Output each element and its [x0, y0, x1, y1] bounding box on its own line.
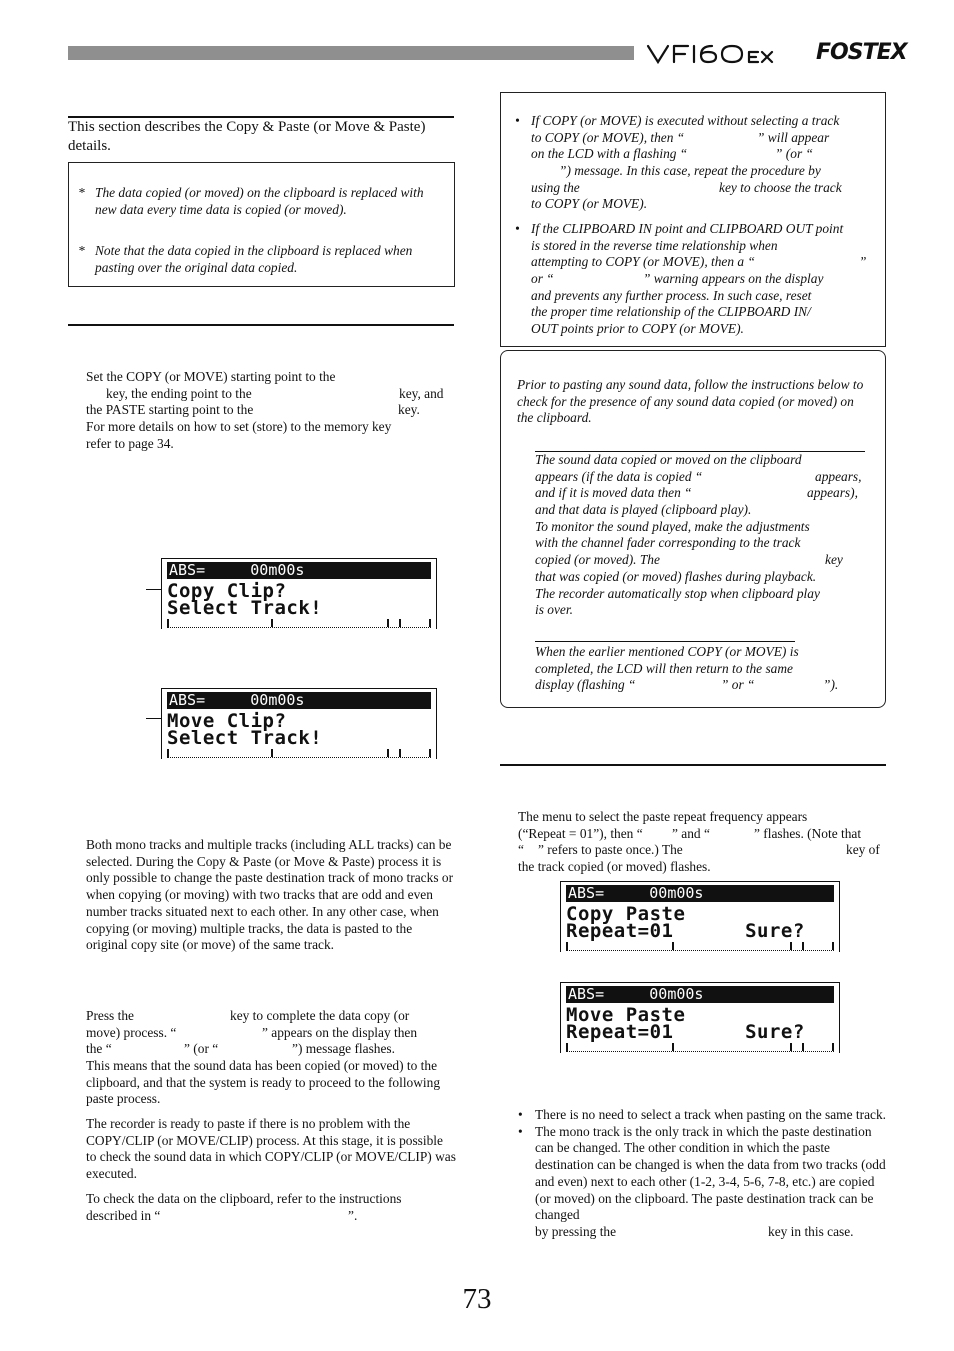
warn1-l3b: ” (or “	[775, 146, 813, 162]
clipboard-intro: Prior to pasting any sound data, follow the instructions below to check for the presence of any sound data copied (or moved) on the clipboard.	[517, 377, 864, 426]
bullet: •	[515, 113, 520, 128]
done-l3c: ”).	[823, 677, 839, 693]
model-logo	[646, 38, 806, 68]
warn1-l5b: key to choose the track	[719, 179, 842, 195]
lcd-copy-paste	[560, 881, 840, 952]
lcd-move-clip	[161, 688, 437, 759]
warn1-l4: ”) message. In this case, repeat the procedure by	[559, 163, 821, 179]
warning-box	[500, 92, 886, 347]
exec-l3c: ”) message flashes.	[292, 1041, 395, 1057]
lcd3-meter	[566, 942, 834, 951]
lcd4-abs-bar: ABS= 00m00s	[566, 986, 834, 1003]
exec-rest: This means that the sound data has been copied (or moved) to the clipboard, and that the system is ready to proceed to the following paste process.	[86, 1058, 441, 1107]
step1-line-4: For more details on how to set (store) to the memory key	[86, 419, 392, 435]
clip-l9: The recorder automatically stop when clipboard play	[535, 585, 820, 601]
model-logo-graphic	[646, 38, 806, 68]
warn2-l4a: or “	[531, 271, 554, 287]
clipboard-rule-2	[535, 641, 795, 642]
lcd1-line2: Select Track!	[167, 597, 323, 619]
section-rule-paste	[500, 764, 886, 766]
note-item-1	[78, 185, 440, 218]
step1-text	[86, 369, 456, 452]
lcd3-line2: Repeat=01 Sure?	[566, 920, 805, 942]
step1-line-2a: key, the ending point to the	[106, 385, 252, 401]
lcd3-line1: Copy Paste	[566, 903, 686, 925]
check-l2a: described in “	[86, 1207, 161, 1223]
clip-l2a: appears (if the data is copied “	[535, 468, 703, 484]
lcd2-line1: Move Clip?	[167, 710, 287, 732]
warn1-l6: to COPY (or MOVE).	[531, 196, 648, 212]
check-l2b: ”.	[348, 1207, 358, 1223]
clipboard-done-text	[535, 644, 875, 694]
done-l2: completed, the LCD will then return to the same	[535, 660, 793, 676]
note-text-2: Note that the data copied in the clipboard is replaced when pasting over the original data copied.	[95, 243, 413, 275]
exec-l3a: the “	[86, 1041, 112, 1057]
repeat-l2a: (“Repeat = 01”), then “	[518, 825, 643, 841]
lcd1-line1: Copy Clip?	[167, 580, 287, 602]
warn1-l2a: to COPY (or MOVE), then “	[531, 129, 685, 145]
repeat-l1: The menu to select the paste repeat frequency appears	[518, 809, 808, 824]
clip-l3b: appears),	[807, 485, 858, 501]
note-star: *	[78, 243, 85, 258]
clip-l2b: appears,	[815, 468, 862, 484]
warn2-l2: is stored in the reverse time relationship when	[531, 237, 778, 253]
repeat-text	[518, 809, 888, 876]
clip-l1: The sound data copied or moved on the clipboard	[535, 452, 802, 467]
note-box	[68, 162, 455, 287]
clip-l7b: key	[825, 552, 843, 568]
step1-line-3b: key.	[398, 402, 420, 418]
bullet: •	[518, 1123, 523, 1139]
warn1-l1: If COPY (or MOVE) is executed without selecting a track	[531, 113, 840, 128]
exec-l3b: ” (or “	[184, 1041, 219, 1057]
intro-text: This section describes the Copy & Paste (or Move & Paste) details.	[68, 119, 426, 154]
note-star: *	[78, 185, 85, 200]
repeat-l3b: ” refers to paste once.) The	[538, 842, 683, 858]
warn2-l7: OUT points prior to COPY (or MOVE).	[531, 321, 744, 337]
exec-l1a: Press the	[86, 1008, 134, 1023]
paste-note-2-last-a: by pressing the	[535, 1223, 617, 1239]
paste-note-2-text: The mono track is the only track in which the paste destination can be changed. The other condition in which the paste destination can be changed is when the data from two tracks (odd and even) next to each other (1-2, 3-4, 5-6, 7-8, etc.) are copied (or moved) on the clipboard. The paste destination track can be changed	[535, 1123, 886, 1223]
repeat-l3a: “	[518, 842, 524, 858]
done-l3a: display (flashing “	[535, 677, 636, 693]
clip-l4: and that data is played (clipboard play).	[535, 502, 752, 518]
paste-notes	[518, 1107, 887, 1241]
check-l1: To check the data on the clipboard, refer to the instructions	[86, 1191, 402, 1206]
clip-l10: is over.	[535, 602, 573, 618]
header-bar	[68, 46, 634, 60]
warn2-l4b: ” warning appears on the display	[643, 271, 824, 287]
clip-l3a: and if it is moved data then “	[535, 485, 692, 501]
lcd-move-paste	[560, 982, 840, 1053]
brand-logo: FOSTEX	[816, 40, 907, 65]
warn2-l3a: attempting to COPY (or MOVE), then a “	[531, 254, 755, 270]
lcd1-meter	[167, 619, 431, 628]
lcd3-abs-bar: ABS= 00m00s	[566, 885, 834, 902]
paste-note-2-last-b: key in this case.	[768, 1223, 854, 1239]
warn2-l3b: ”	[859, 254, 867, 270]
step1-line-3a: the PASTE starting point to the	[86, 402, 254, 418]
clip-l7a: copied (or moved). The	[535, 552, 660, 568]
step-select-text: Both mono tracks and multiple tracks (including ALL tracks) can be selected. During the Copy & Paste (or Move & Paste) process it is only possible to change the paste destination track of mono tracks or when copying (or moving) with two tracks that are odd and even number tracks situated next to each other. In any other case, when copying (or moving) multiple tracks, the data is pasted to the original copy site (or move) of the same track.	[86, 837, 454, 953]
exec-l1b: key to complete the data copy (or	[230, 1008, 410, 1023]
step1-line-5: refer to page 34.	[86, 435, 174, 451]
done-l1: When the earlier mentioned COPY (or MOVE) is	[535, 644, 799, 659]
lcd1-abs-bar: ABS= 00m00s	[167, 562, 431, 579]
page-number: 73	[462, 1283, 492, 1315]
paste-note-1-text: There is no need to select a track when pasting on the same track.	[535, 1107, 887, 1122]
note-text-1: The data copied (or moved) on the clipboard is replaced with new data every time data is copied (or moved).	[95, 185, 424, 217]
bullet: •	[515, 221, 520, 236]
step1-line-1: Set the COPY (or MOVE) starting point to the	[86, 369, 336, 384]
check-text	[86, 1191, 456, 1224]
clip-l8: that was copied (or moved) flashes during playback.	[535, 568, 817, 584]
ready-text: The recorder is ready to paste if there is no problem with the COPY/CLIP (or MOVE/CLIP) process. At this stage, it is possible to check the sound data in which COPY/CLIP (or MOVE/CLIP) was executed.	[86, 1116, 456, 1182]
exec-l2b: ” appears on the display then	[262, 1024, 418, 1040]
repeat-l2c: ” flashes. (Note that	[754, 825, 862, 841]
lcd4-line1: Move Paste	[566, 1004, 686, 1026]
warning-item-1	[515, 113, 876, 213]
warn1-l5a: using the	[531, 179, 580, 195]
lcd2-abs-bar: ABS= 00m00s	[167, 692, 431, 709]
lcd-copy-clip	[161, 558, 437, 629]
lcd4-line2: Repeat=01 Sure?	[566, 1021, 805, 1043]
repeat-l3c: key of	[846, 842, 880, 858]
clipboard-play-text	[535, 452, 875, 619]
paste-note-2	[518, 1123, 887, 1241]
lcd4-meter	[566, 1043, 834, 1052]
clipboard-check-box	[500, 350, 886, 708]
note-item-2	[78, 243, 445, 276]
warning-item-2	[515, 221, 876, 338]
warn2-l6: the proper time relationship of the CLIPBOARD IN/	[531, 304, 811, 320]
warn2-l1: If the CLIPBOARD IN point and CLIPBOARD OUT point	[531, 221, 844, 236]
lcd2-meter	[167, 749, 431, 758]
lcd2-line2: Select Track!	[167, 727, 323, 749]
warn1-l3a: on the LCD with a flashing “	[531, 146, 688, 162]
clip-l5: To monitor the sound played, make the adjustments	[535, 518, 810, 534]
paste-note-1	[518, 1107, 887, 1124]
repeat-l4: the track copied (or moved) flashes.	[518, 859, 711, 875]
step1-line-2b: key, and	[399, 385, 444, 401]
warn2-l5: and prevents any further process. In such case, reset	[531, 287, 812, 303]
section-rule-procedure	[68, 324, 454, 326]
step-exec-text	[86, 1008, 456, 1108]
bullet: •	[518, 1107, 523, 1122]
clip-l6: with the channel fader corresponding to the track	[535, 535, 801, 551]
repeat-l2b: ” and “	[672, 825, 710, 841]
exec-l2a: move) process. “	[86, 1024, 177, 1040]
warn1-l2b: ” will appear	[757, 129, 830, 145]
done-l3b: ” or “	[721, 677, 755, 693]
